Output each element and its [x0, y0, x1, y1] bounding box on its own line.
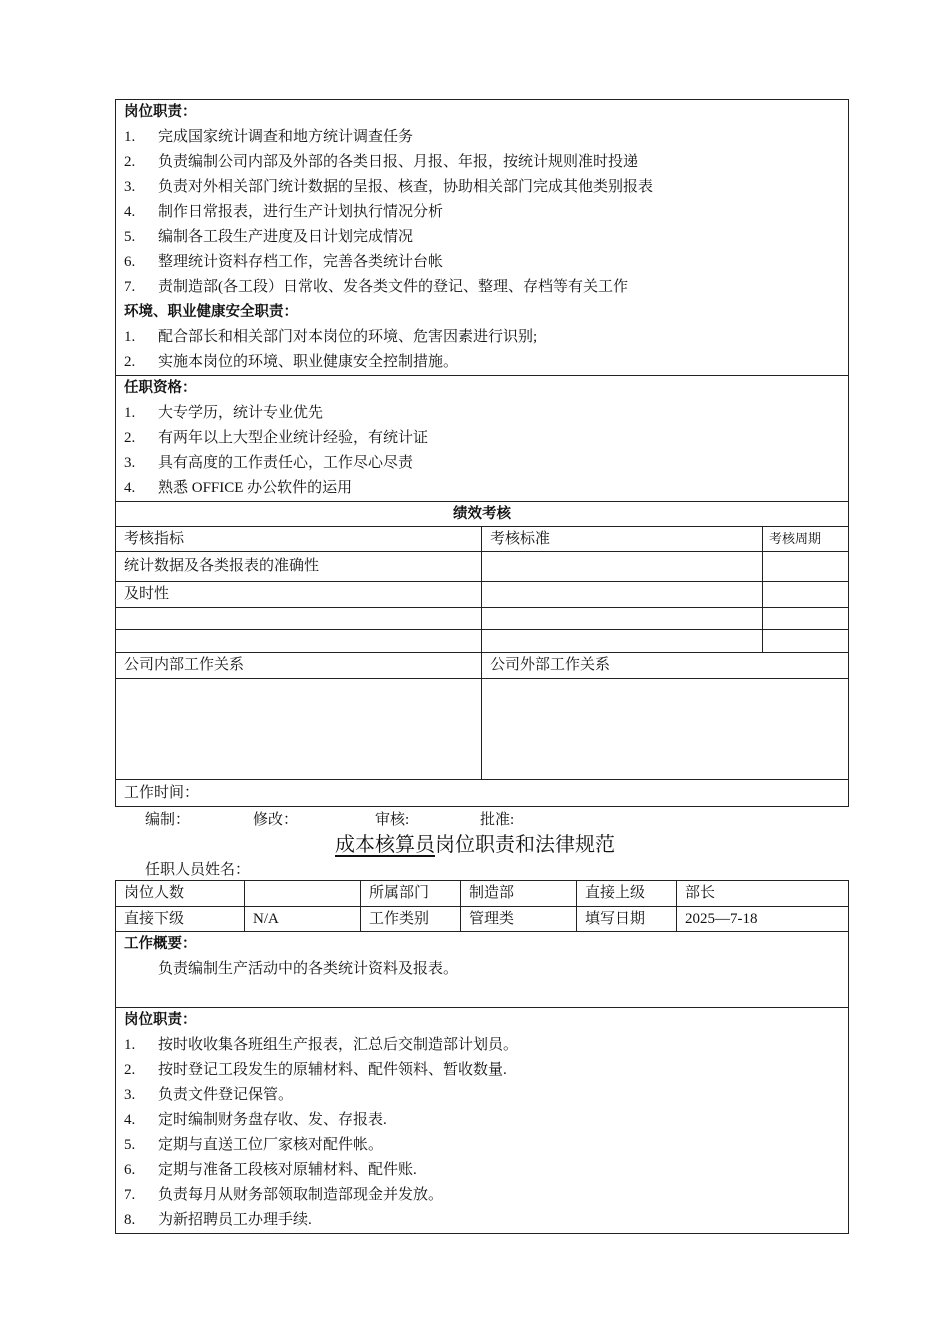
list-item-number: 6. — [124, 254, 136, 270]
perf-col-indicator: 考核指标 — [116, 527, 482, 552]
list-item — [124, 1083, 840, 1108]
summary-heading: 工作概要： — [124, 936, 197, 952]
list-item — [124, 401, 840, 426]
qualifications-heading: 任职资格： — [124, 380, 197, 396]
list-item — [124, 250, 840, 275]
document-title — [0, 828, 950, 857]
title-rest: 岗位职责和法律规范 — [435, 832, 615, 856]
signoff-approve: 批准: — [480, 812, 515, 828]
list-item-number: 4. — [124, 480, 136, 496]
info-subordinate-label: 直接下级 — [116, 907, 245, 932]
job-description-table-top — [115, 99, 849, 807]
list-item-number: 7. — [124, 279, 136, 295]
list-item-text: 为新招聘员工办理手续. — [158, 1212, 312, 1228]
signoff-revise: 修改： — [253, 812, 299, 828]
list-item — [124, 426, 840, 451]
list-item — [124, 1133, 840, 1158]
info-date-label: 填写日期 — [577, 907, 677, 932]
list-item-number: 3. — [124, 1087, 136, 1103]
perf-row-4-period — [763, 630, 849, 653]
perf-row-3-standard — [482, 608, 763, 630]
summary-text: 负责编制生产活动中的各类统计资料及报表。 — [158, 961, 459, 977]
list-item-number: 1. — [124, 405, 136, 421]
perf-row-4-standard — [482, 630, 763, 653]
list-item-text: 有两年以上大型企业统计经验，有统计证 — [158, 430, 429, 446]
perf-row-2-indicator: 及时性 — [116, 582, 482, 608]
perf-row-1-indicator: 统计数据及各类报表的准确性 — [116, 552, 482, 582]
info-category-value: 管理类 — [461, 907, 577, 932]
list-item-number: 7. — [124, 1187, 136, 1203]
list-item-number: 2. — [124, 1062, 136, 1078]
signoff-edit: 编制： — [145, 812, 191, 828]
title-position-name: 成本核算员 — [335, 832, 435, 856]
list-item-text: 编制各工段生产进度及日计划完成情况 — [158, 229, 414, 245]
summary-cell — [116, 932, 849, 1008]
info-headcount-value — [245, 881, 361, 907]
list-item — [124, 350, 840, 375]
perf-col-period: 考核周期 — [763, 527, 849, 552]
list-item-number: 5. — [124, 1137, 136, 1153]
list-item-text: 负责编制公司内部及外部的各类日报、月报、年报，按统计规则准时投递 — [158, 154, 639, 170]
qualifications-cell — [116, 376, 849, 502]
duties-heading: 岗位职责： — [124, 104, 197, 120]
signoff-review: 审核: — [375, 812, 410, 828]
perf-row-4-indicator — [116, 630, 482, 653]
performance-heading: 绩效考核 — [116, 502, 849, 527]
perf-row-1-standard — [482, 552, 763, 582]
work-time: 工作时间： — [116, 780, 849, 807]
duties-list — [124, 125, 840, 300]
list-item-text: 负责对外相关部门统计数据的呈报、核查，协助相关部门完成其他类别报表 — [158, 179, 654, 195]
external-relations-body — [482, 679, 849, 780]
list-item-text: 责制造部(各工段）日常收、发各类文件的登记、整理、存档等有关工作 — [158, 279, 628, 295]
list-item-number: 2. — [124, 154, 136, 170]
list-item-text: 负责每月从财务部领取制造部现金并发放。 — [158, 1187, 444, 1203]
info-category-label: 工作类别 — [361, 907, 461, 932]
info-headcount-label: 岗位人数 — [116, 881, 245, 907]
list-item — [124, 125, 840, 150]
duties-list-bottom — [124, 1033, 840, 1233]
internal-relations-label: 公司内部工作关系 — [116, 653, 482, 679]
list-item-number: 1. — [124, 129, 136, 145]
list-item-number: 2. — [124, 430, 136, 446]
list-item-text: 完成国家统计调查和地方统计调查任务 — [158, 129, 414, 145]
info-date-value: 2025—7-18 — [677, 907, 849, 932]
perf-row-1-period — [763, 552, 849, 582]
list-item-text: 制作日常报表，进行生产计划执行情况分析 — [158, 204, 444, 220]
list-item-text: 按时登记工段发生的原辅材料、配件领料、暂收数量. — [158, 1062, 507, 1078]
list-item — [124, 1033, 840, 1058]
list-item-number: 1. — [124, 329, 136, 345]
list-item — [124, 451, 840, 476]
list-item — [124, 1183, 840, 1208]
info-department-label: 所属部门 — [361, 881, 461, 907]
list-item — [124, 1208, 840, 1233]
list-item-text: 整理统计资料存档工作，完善各类统计台帐 — [158, 254, 444, 270]
perf-row-2-period — [763, 582, 849, 608]
list-item — [124, 1058, 840, 1083]
list-item — [124, 175, 840, 200]
list-item-text: 具有高度的工作责任心，工作尽心尽责 — [158, 455, 414, 471]
env-heading: 环境、职业健康安全职责： — [124, 304, 298, 320]
qualifications-list — [124, 401, 840, 501]
list-item — [124, 476, 840, 501]
list-item-text: 大专学历，统计专业优先 — [158, 405, 324, 421]
info-department-value: 制造部 — [461, 881, 577, 907]
list-item-number: 2. — [124, 354, 136, 370]
perf-col-standard: 考核标准 — [482, 527, 763, 552]
list-item — [124, 150, 840, 175]
employee-name-label: 任职人员姓名： — [145, 862, 251, 878]
list-item-number: 6. — [124, 1162, 136, 1178]
duties-cell — [116, 100, 849, 376]
perf-row-3-period — [763, 608, 849, 630]
list-item — [124, 225, 840, 250]
list-item — [124, 275, 840, 300]
list-item-text: 实施本岗位的环境、职业健康安全控制措施。 — [158, 354, 459, 370]
list-item-text: 熟悉 OFFICE 办公软件的运用 — [158, 480, 353, 496]
list-item — [124, 325, 840, 350]
list-item-number: 3. — [124, 455, 136, 471]
list-item-number: 3. — [124, 179, 136, 195]
list-item-text: 按时收收集各班组生产报表，汇总后交制造部计划员。 — [158, 1037, 519, 1053]
external-relations-label: 公司外部工作关系 — [482, 653, 849, 679]
info-subordinate-value: N/A — [245, 907, 361, 932]
env-list — [124, 325, 840, 375]
list-item-number: 5. — [124, 229, 136, 245]
duties-heading-bottom: 岗位职责： — [124, 1012, 197, 1028]
perf-row-2-standard — [482, 582, 763, 608]
list-item-text: 负责文件登记保管。 — [158, 1087, 294, 1103]
list-item-text: 定期与准备工段核对原辅材料、配件账. — [158, 1162, 417, 1178]
perf-row-3-indicator — [116, 608, 482, 630]
list-item-text: 定期与直送工位厂家核对配件帐。 — [158, 1137, 384, 1153]
list-item-text: 配合部长和相关部门对本岗位的环境、危害因素进行识别; — [158, 329, 538, 345]
list-item-text: 定时编制财务盘存收、发、存报表. — [158, 1112, 387, 1128]
info-supervisor-label: 直接上级 — [577, 881, 677, 907]
job-description-table-bottom — [115, 880, 849, 1234]
list-item-number: 1. — [124, 1037, 136, 1053]
list-item-number: 4. — [124, 1112, 136, 1128]
duties-cell-bottom — [116, 1008, 849, 1234]
list-item — [124, 1158, 840, 1183]
internal-relations-body — [116, 679, 482, 780]
list-item — [124, 200, 840, 225]
info-supervisor-value: 部长 — [677, 881, 849, 907]
list-item-number: 8. — [124, 1212, 136, 1228]
list-item-number: 4. — [124, 204, 136, 220]
list-item — [124, 1108, 840, 1133]
